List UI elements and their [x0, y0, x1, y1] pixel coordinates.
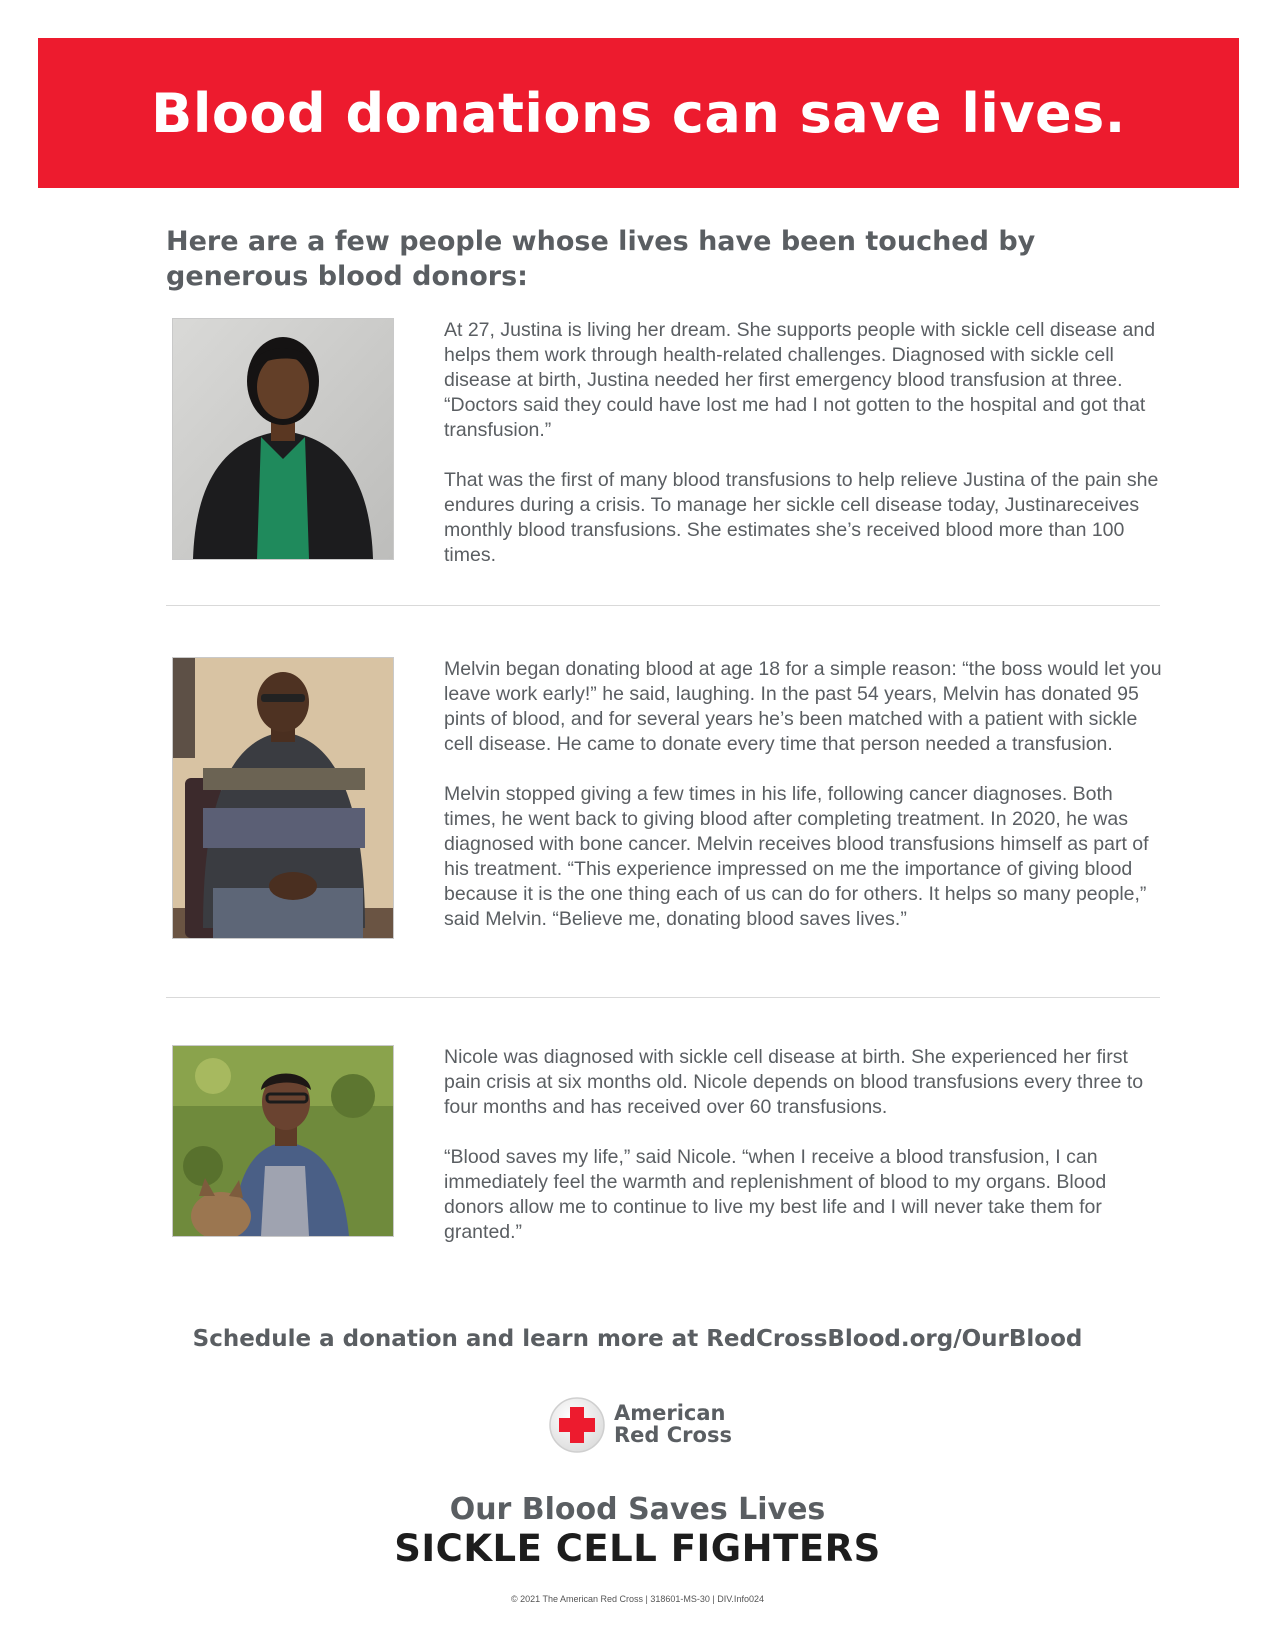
story-paragraph: At 27, Justina is living her dream. She supports people with sickle cell disease and helps them work through health-related challenges. Diagnosed with sickle cell disease at birth, Justina needed her first emergency blood transfusion at three. “Doctors said they could have lost me had I not gotten to the hospital and got that transfusion.” — [444, 319, 1156, 441]
story-paragraph: That was the first of many blood transfusions to help relieve Justina of the pain she endures during a crisis. To manage her sickle cell disease today, Justinareceives monthly blood transfusions. She estimates she’s received blood more than 100 times. — [444, 469, 1159, 566]
copyright: © 2021 The American Red Cross | 318601-MS-30 | DIV.Info024 — [511, 1594, 764, 1604]
red-cross-icon — [548, 1396, 606, 1454]
story-paragraph: “Blood saves my life,” said Nicole. “when I receive a blood transfusion, I can immediately feel the warmth and replenishment of blood to my organs. Blood donors allow me to continue to live my best life and I will never take them for granted.” — [444, 1146, 1107, 1243]
story-paragraph: Melvin began donating blood at age 18 for a simple reason: “the boss would let you leave work early!” he said, laughing. In the past 54 years, Melvin has donated 95 pints of blood, and for several years he’s been matched with a patient with sickle cell disease. He came to donate every time that person needed a transfusion. — [444, 658, 1162, 755]
photo-justina — [172, 318, 394, 560]
story-text-nicole — [444, 1045, 1164, 1270]
logo-text — [614, 1402, 732, 1446]
photo-nicole — [172, 1045, 394, 1237]
header-banner — [38, 38, 1239, 188]
photo-melvin — [172, 657, 394, 939]
story-text-melvin — [444, 657, 1164, 957]
story-text-justina — [444, 318, 1164, 593]
story-paragraph: Melvin stopped giving a few times in his life, following cancer diagnoses. Both times, he went back to giving blood after completing treatment. In 2020, he was diagnosed with bone cancer. Melvin receives blood transfusions himself as part of his treatment. “This experience impressed on me the importance of giving blood because it is the one thing each of us can do for others. It helps so many people,” said Melvin. “Believe me, donating blood saves lives.” — [444, 783, 1149, 930]
divider — [166, 605, 1160, 606]
intro-heading: Here are a few people whose lives have been touched by generous blood donors: — [166, 226, 1036, 292]
page-title: Blood donations can save lives. — [151, 81, 1126, 145]
tagline: Our Blood Saves Lives — [449, 1492, 826, 1527]
campaign-title: SICKLE CELL FIGHTERS — [394, 1527, 881, 1570]
logo-line-2: Red Cross — [614, 1423, 732, 1447]
story-paragraph: Nicole was diagnosed with sickle cell disease at birth. She experienced her first pain crisis at six months old. Nicole depends on blood transfusions every three to four months and has received over 60 transfusions. — [444, 1046, 1144, 1118]
schedule-cta[interactable]: Schedule a donation and learn more at RedCrossBlood.org/OurBlood — [192, 1326, 1083, 1352]
divider — [166, 997, 1160, 998]
red-cross-logo — [548, 1396, 738, 1456]
logo-line-1: American — [614, 1401, 726, 1425]
